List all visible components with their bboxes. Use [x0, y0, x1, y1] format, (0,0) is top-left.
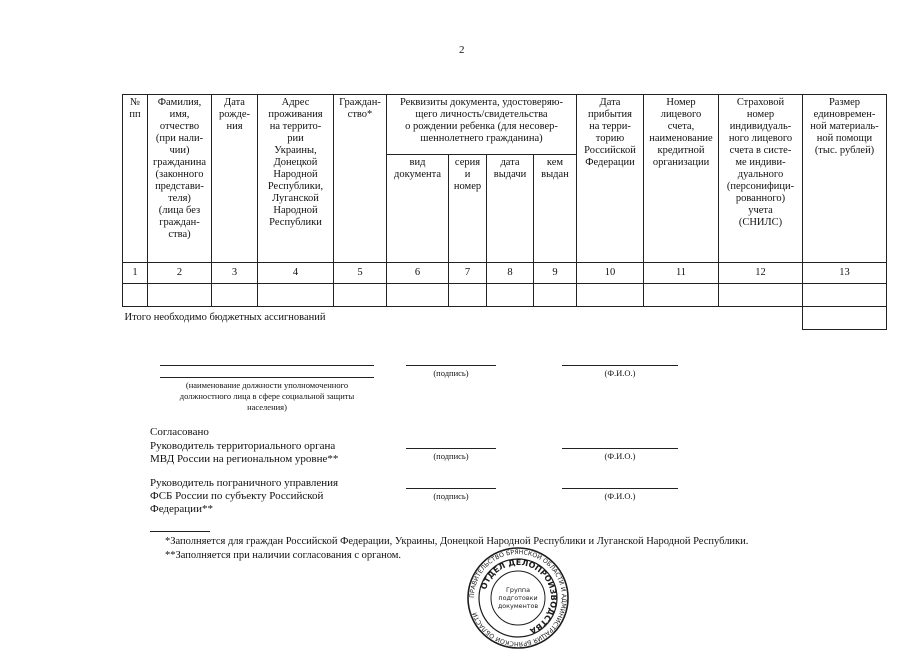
mvd-name-line: [562, 448, 678, 449]
text-line: Дата: [224, 97, 245, 108]
official-signature-caption: (подпись): [433, 368, 469, 378]
text-line: и: [464, 169, 471, 180]
text-line: (СНИЛС): [738, 217, 783, 228]
column-number: 8: [487, 263, 534, 284]
text-line: (при нали-: [155, 133, 204, 144]
text-line: (лица без: [158, 205, 201, 216]
column-number: 3: [212, 263, 258, 284]
text-line: наименование: [649, 133, 713, 144]
text-line: Номер: [666, 97, 696, 108]
official-signature-line: [406, 365, 496, 366]
fsb-signature-line: [406, 488, 496, 489]
text-line: гражданина: [153, 157, 206, 168]
header-snils: [719, 95, 803, 263]
text-line: номер: [453, 181, 482, 192]
text-line: рованного): [735, 193, 786, 204]
text-line: Федерации**: [150, 503, 213, 515]
footnote-two: **Заполняется при наличии согласования с органом.: [165, 550, 402, 561]
header-series-number: [449, 155, 487, 263]
agreed-label: Согласовано: [150, 426, 209, 438]
text-line: на террито-: [269, 121, 322, 132]
text-line: дуального: [737, 169, 784, 180]
table-cell: [258, 284, 334, 307]
text-line: Республики,: [267, 181, 324, 192]
column-number: 7: [449, 263, 487, 284]
text-line: шеннолетнего гражданина): [420, 133, 543, 144]
fsb-signature-caption: (подпись): [433, 491, 469, 501]
text-line: Республики: [269, 217, 322, 228]
text-line: представи-: [155, 181, 204, 192]
text-line: должностного лица в сфере социальной защиты: [179, 391, 355, 401]
table-cell: [487, 284, 534, 307]
text-line: кредитной: [657, 145, 705, 156]
header-aid-amount: [803, 95, 887, 263]
column-number: 10: [577, 263, 644, 284]
official-position-caption: [152, 380, 382, 413]
table-cell: [534, 284, 577, 307]
text-line: граждан-: [159, 217, 200, 228]
text-line: (законного: [155, 169, 204, 180]
header-row-number: [123, 95, 148, 263]
text-line: Реквизиты документа, удостоверяю-: [399, 97, 564, 108]
column-number-row: [123, 263, 887, 284]
header-document-type: [387, 155, 449, 263]
text-line: счета в систе-: [729, 145, 792, 156]
text-line: рожде-: [219, 109, 250, 120]
text-line: отчество: [159, 121, 200, 132]
text-line: (наименование должности уполномоченного: [185, 380, 349, 390]
column-number: 12: [719, 263, 803, 284]
table-cell: [644, 284, 719, 307]
text-line: ме индиви-: [735, 157, 786, 168]
text-line: лицевого: [660, 109, 702, 120]
text-line: ной материаль-: [810, 121, 879, 132]
text-line: Луганской: [272, 193, 319, 204]
table-cell: [577, 284, 644, 307]
text-line: ной помощи: [816, 133, 873, 144]
svg-text:подготовки: подготовки: [498, 594, 538, 602]
text-line: чии): [169, 145, 190, 156]
svg-text:Группа: Группа: [505, 586, 531, 594]
footnote-one: *Заполняется для граждан Российской Федерации, Украины, Донецкой Народной Республики и Луганской Народной Республики.: [165, 536, 749, 547]
text-line: Народной: [273, 169, 318, 180]
header-citizenship: [334, 95, 387, 263]
official-position-line-2: [160, 377, 374, 378]
svg-text:документов: документов: [497, 602, 539, 610]
text-line: (персонифици-: [726, 181, 795, 192]
text-line: серия: [454, 157, 481, 168]
column-number: 6: [387, 263, 449, 284]
page-number: 2: [459, 44, 465, 56]
mvd-name-caption: (Ф.И.О.): [604, 451, 636, 461]
aid-recipients-table: [122, 94, 887, 330]
header-full-name: [148, 95, 212, 263]
text-line: Донецкой: [273, 157, 318, 168]
text-line: Граждан-: [339, 97, 381, 108]
text-line: ства): [168, 229, 191, 240]
column-number: 4: [258, 263, 334, 284]
stamp-ring-text: ПРАВИТЕЛЬСТВО БРЯНСКОЙ ОБЛАСТИ И АДМИНИСТРАЦИЯ БРЯНСКОЙ ОБЛАСТИ: [468, 548, 568, 648]
text-line: №: [129, 97, 141, 108]
text-line: счета,: [667, 121, 695, 132]
text-line: Народной: [273, 205, 318, 216]
column-number: 13: [803, 263, 887, 284]
header-account-number: [644, 95, 719, 263]
fsb-name-line: [562, 488, 678, 489]
text-line: МВД России на региональном уровне**: [150, 453, 339, 465]
text-line: щего личность/свидетельства: [415, 109, 548, 120]
column-number: 2: [148, 263, 212, 284]
table-cell: [212, 284, 258, 307]
text-line: ФСБ России по субъекту Российской: [150, 490, 324, 502]
text-line: Размер: [828, 97, 861, 108]
stamp-dept-text: ОТДЕЛ ДЕЛОПРОИЗВОДСТВА: [479, 557, 559, 636]
text-line: Дата: [599, 97, 621, 108]
text-line: ния: [226, 121, 243, 132]
text-line: Фамилия,: [157, 97, 202, 108]
column-number: 11: [644, 263, 719, 284]
fsb-name-caption: (Ф.И.О.): [604, 491, 636, 501]
text-line: на терри-: [589, 121, 631, 132]
header-issue-date: [487, 155, 534, 263]
column-number: 9: [534, 263, 577, 284]
stamp-center-text: [498, 586, 539, 610]
header-address: [258, 95, 334, 263]
text-line: ство*: [347, 109, 373, 120]
text-line: выдачи: [493, 169, 527, 180]
text-line: Украины,: [274, 145, 317, 156]
table-cell: [449, 284, 487, 307]
text-line: вид: [409, 157, 426, 168]
column-number: 5: [334, 263, 387, 284]
text-line: номер: [746, 109, 775, 120]
table-cell: [719, 284, 803, 307]
table-row: [123, 284, 887, 307]
text-line: пп: [129, 109, 141, 120]
total-label: Итого необходимо бюджетных ассигнований: [123, 307, 803, 330]
official-stamp: [466, 546, 570, 650]
header-birth-date: [212, 95, 258, 263]
table-cell: [123, 284, 148, 307]
header-identity-document: [387, 95, 577, 155]
header-issued-by: [534, 155, 577, 263]
text-line: (тыс. рублей): [814, 145, 875, 156]
fsb-head-title: [150, 477, 338, 516]
table-cell: [334, 284, 387, 307]
text-line: индивидуаль-: [729, 121, 792, 132]
total-value-cell: [803, 307, 887, 330]
text-line: о рождении ребенка (для несовер-: [405, 121, 558, 132]
mvd-head-title: [150, 440, 338, 466]
official-position-line: [160, 365, 374, 366]
text-line: выдан: [541, 169, 569, 180]
text-line: торию: [595, 133, 625, 144]
text-line: документа: [394, 169, 441, 180]
text-line: Российской: [584, 145, 636, 156]
text-line: Руководитель территориального органа: [150, 440, 336, 452]
text-line: ного лицевого: [728, 133, 793, 144]
text-line: организации: [652, 157, 710, 168]
total-row: [123, 307, 887, 330]
column-number: 1: [123, 263, 148, 284]
mvd-signature-caption: (подпись): [433, 451, 469, 461]
text-line: рии: [287, 133, 304, 144]
text-line: учета: [748, 205, 773, 216]
text-line: проживания: [268, 109, 323, 120]
footnote-separator: [150, 531, 210, 532]
table-cell: [148, 284, 212, 307]
header-arrival-date: [577, 95, 644, 263]
text-line: прибытия: [588, 109, 632, 120]
text-line: кем: [546, 157, 564, 168]
text-line: единовремен-: [813, 109, 876, 120]
official-name-line: [562, 365, 678, 366]
text-line: Адрес: [281, 97, 310, 108]
text-line: имя,: [169, 109, 190, 120]
text-line: дата: [500, 157, 520, 168]
text-line: теля): [168, 193, 191, 204]
official-name-caption: (Ф.И.О.): [604, 368, 636, 378]
table-cell: [387, 284, 449, 307]
table-cell: [803, 284, 887, 307]
text-line: Руководитель пограничного управления: [150, 477, 339, 489]
text-line: Страховой: [736, 97, 785, 108]
mvd-signature-line: [406, 448, 496, 449]
text-line: Федерации: [585, 157, 635, 168]
text-line: населения): [247, 402, 287, 412]
